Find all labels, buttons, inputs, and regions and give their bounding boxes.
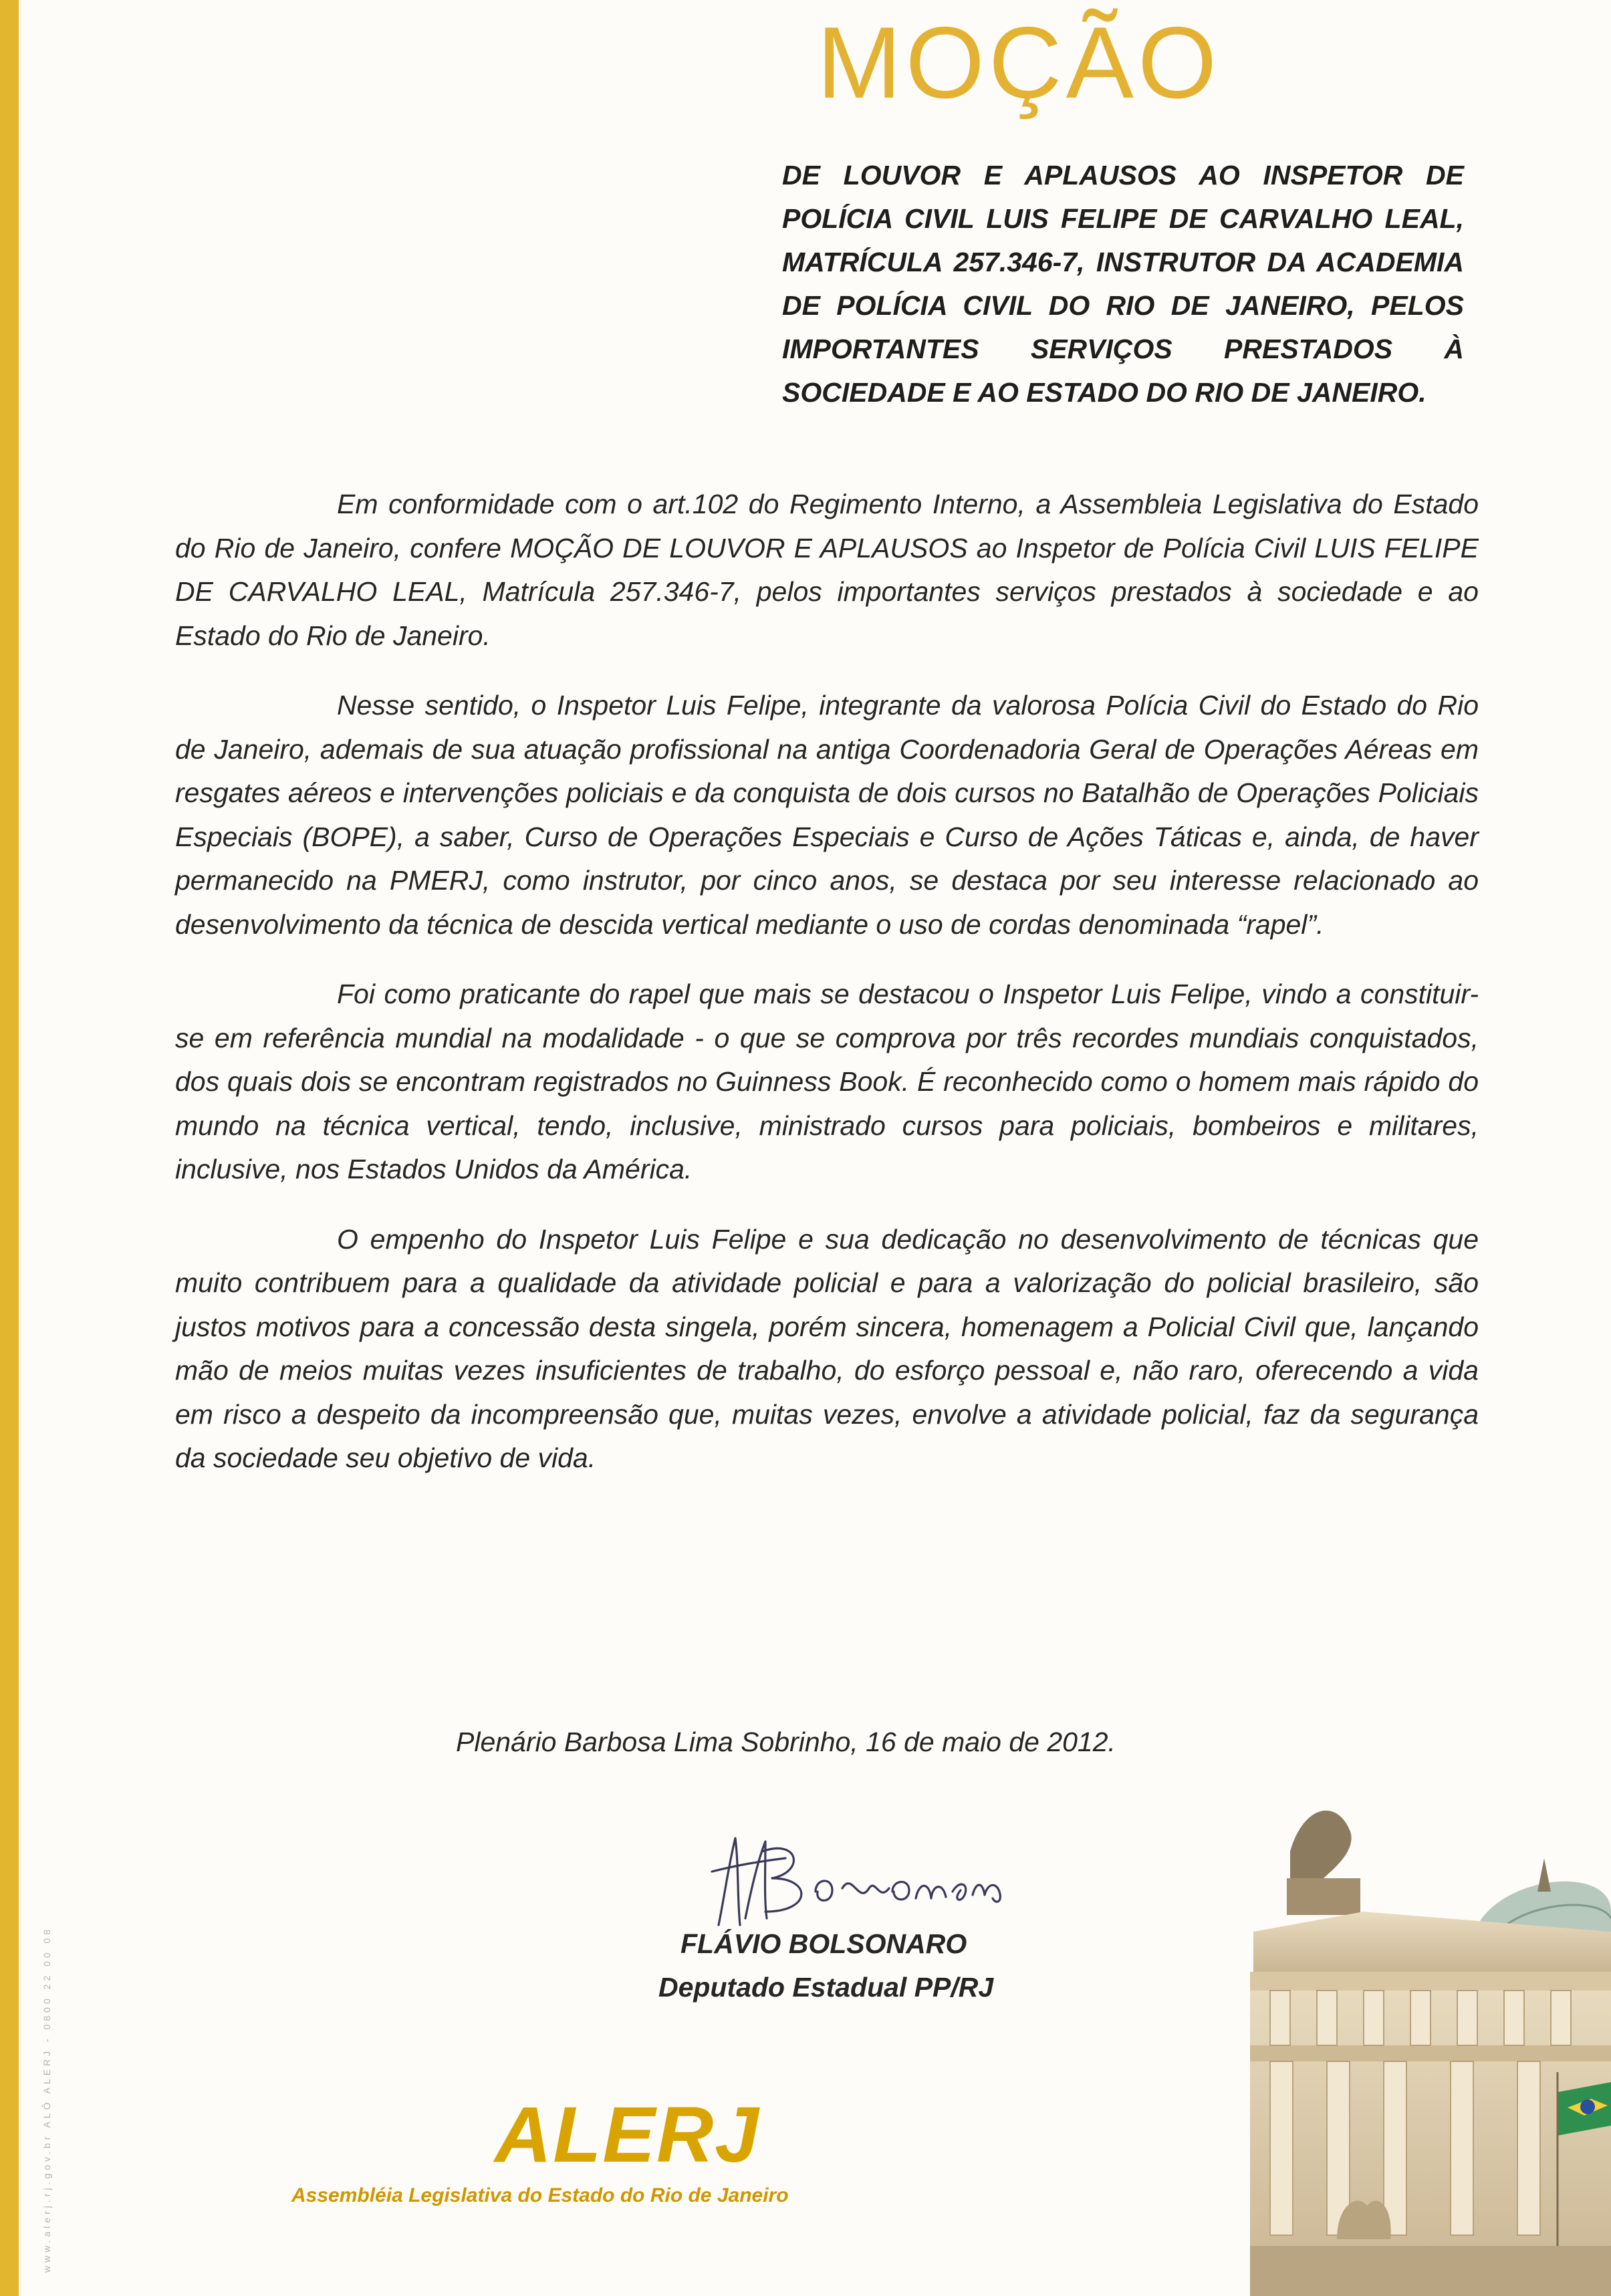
document-subtitle: DE LOUVOR E APLAUSOS AO INSPETOR DE POLÍCIA CIVIL LUIS FELIPE DE CARVALHO LEAL, MATRÍCULA 257.346-7, INSTRUTOR DA ACADEMIA DE POLÍCIA CIVIL DO RIO DE JANEIRO, PELOS IMPORTANTES SERVIÇOS PRESTADOS À SOCIEDADE E AO ESTADO DO RIO DE JANEIRO. — [782, 160, 1464, 408]
handwritten-signature — [699, 1825, 1013, 1932]
document-body — [175, 483, 1479, 1507]
place-date: Plenário Barbosa Lima Sobrinho, 16 de maio de 2012. — [456, 1727, 1116, 1757]
signer-name: FLÁVIO BOLSONARO — [680, 1928, 967, 1959]
body-paragraph: Foi como praticante do rapel que mais se destacou o Inspetor Luis Felipe, vindo a constituir-se em referência mundial na modalidade - o que se comprova por três recordes mundiais conquistados, dos quais dois se encontram registrados no Guinness Book. É reconhecido como o homem mais rápido do mundo na técnica vertical, tendo, inclusive, ministrado cursos para policiais, bombeiros e militares, inclusive, nos Estados Unidos da América. — [175, 979, 1479, 1184]
body-paragraph: O empenho do Inspetor Luis Felipe e sua dedicação no desenvolvimento de técnicas que muito contribuem para a qualidade da atividade policial e para a valorização do policial brasileiro, são justos motivos para a concessão desta singela, porém sincera, homenagem a Policial Civil que, lançando mão de meios muitas vezes insuficientes de trabalho, do esforço pessoal e, não raro, oferecendo a vida em risco a despeito da incompreensão que, muitas vezes, envolve a atividade policial, faz da segurança da sociedade seu objetivo de vida. — [175, 1223, 1479, 1473]
palace-illustration — [1250, 1778, 1611, 2296]
alerj-logo-subtext: Assembléia Legislativa do Estado do Rio de Janeiro — [291, 2184, 789, 2206]
side-contact-text: www.alerj.rj.gov.br ALÔ ALERJ - 0800 22 00 08 — [41, 1926, 52, 2273]
body-paragraph: Em conformidade com o art.102 do Regimento Interno, a Assembleia Legislativa do Estado do Rio de Janeiro, confere MOÇÃO DE LOUVOR E APLAUSOS ao Inspetor de Polícia Civil LUIS FELIPE DE CARVALHO LEAL, Matrícula 257.346-7, pelos importantes serviços prestados à sociedade e ao Estado do Rio de Janeiro. — [175, 489, 1479, 651]
body-paragraph: Nesse sentido, o Inspetor Luis Felipe, integrante da valorosa Polícia Civil do Estado do Rio de Janeiro, ademais de sua atuação profissional na antiga Coordenadoria Geral de Operações Aéreas em resgates aéreos e intervenções policiais e da conquista de dois cursos no Batalhão de Operações Policiais Especiais (BOPE), a saber, Curso de Operações Especiais e Curso de Ações Táticas e, ainda, de haver permanecido na PMERJ, como instrutor, por cinco anos, se destaca por seu interesse relacionado ao desenvolvimento da técnica de descida vertical mediante o uso de cordas denominada “rapel”. — [175, 690, 1479, 940]
signer-role: Deputado Estadual PP/RJ — [658, 1972, 994, 2003]
document-title: MOÇÃO — [817, 6, 1221, 120]
alerj-logo: ALERJ — [495, 2091, 760, 2179]
left-decorative-band — [0, 0, 19, 2296]
